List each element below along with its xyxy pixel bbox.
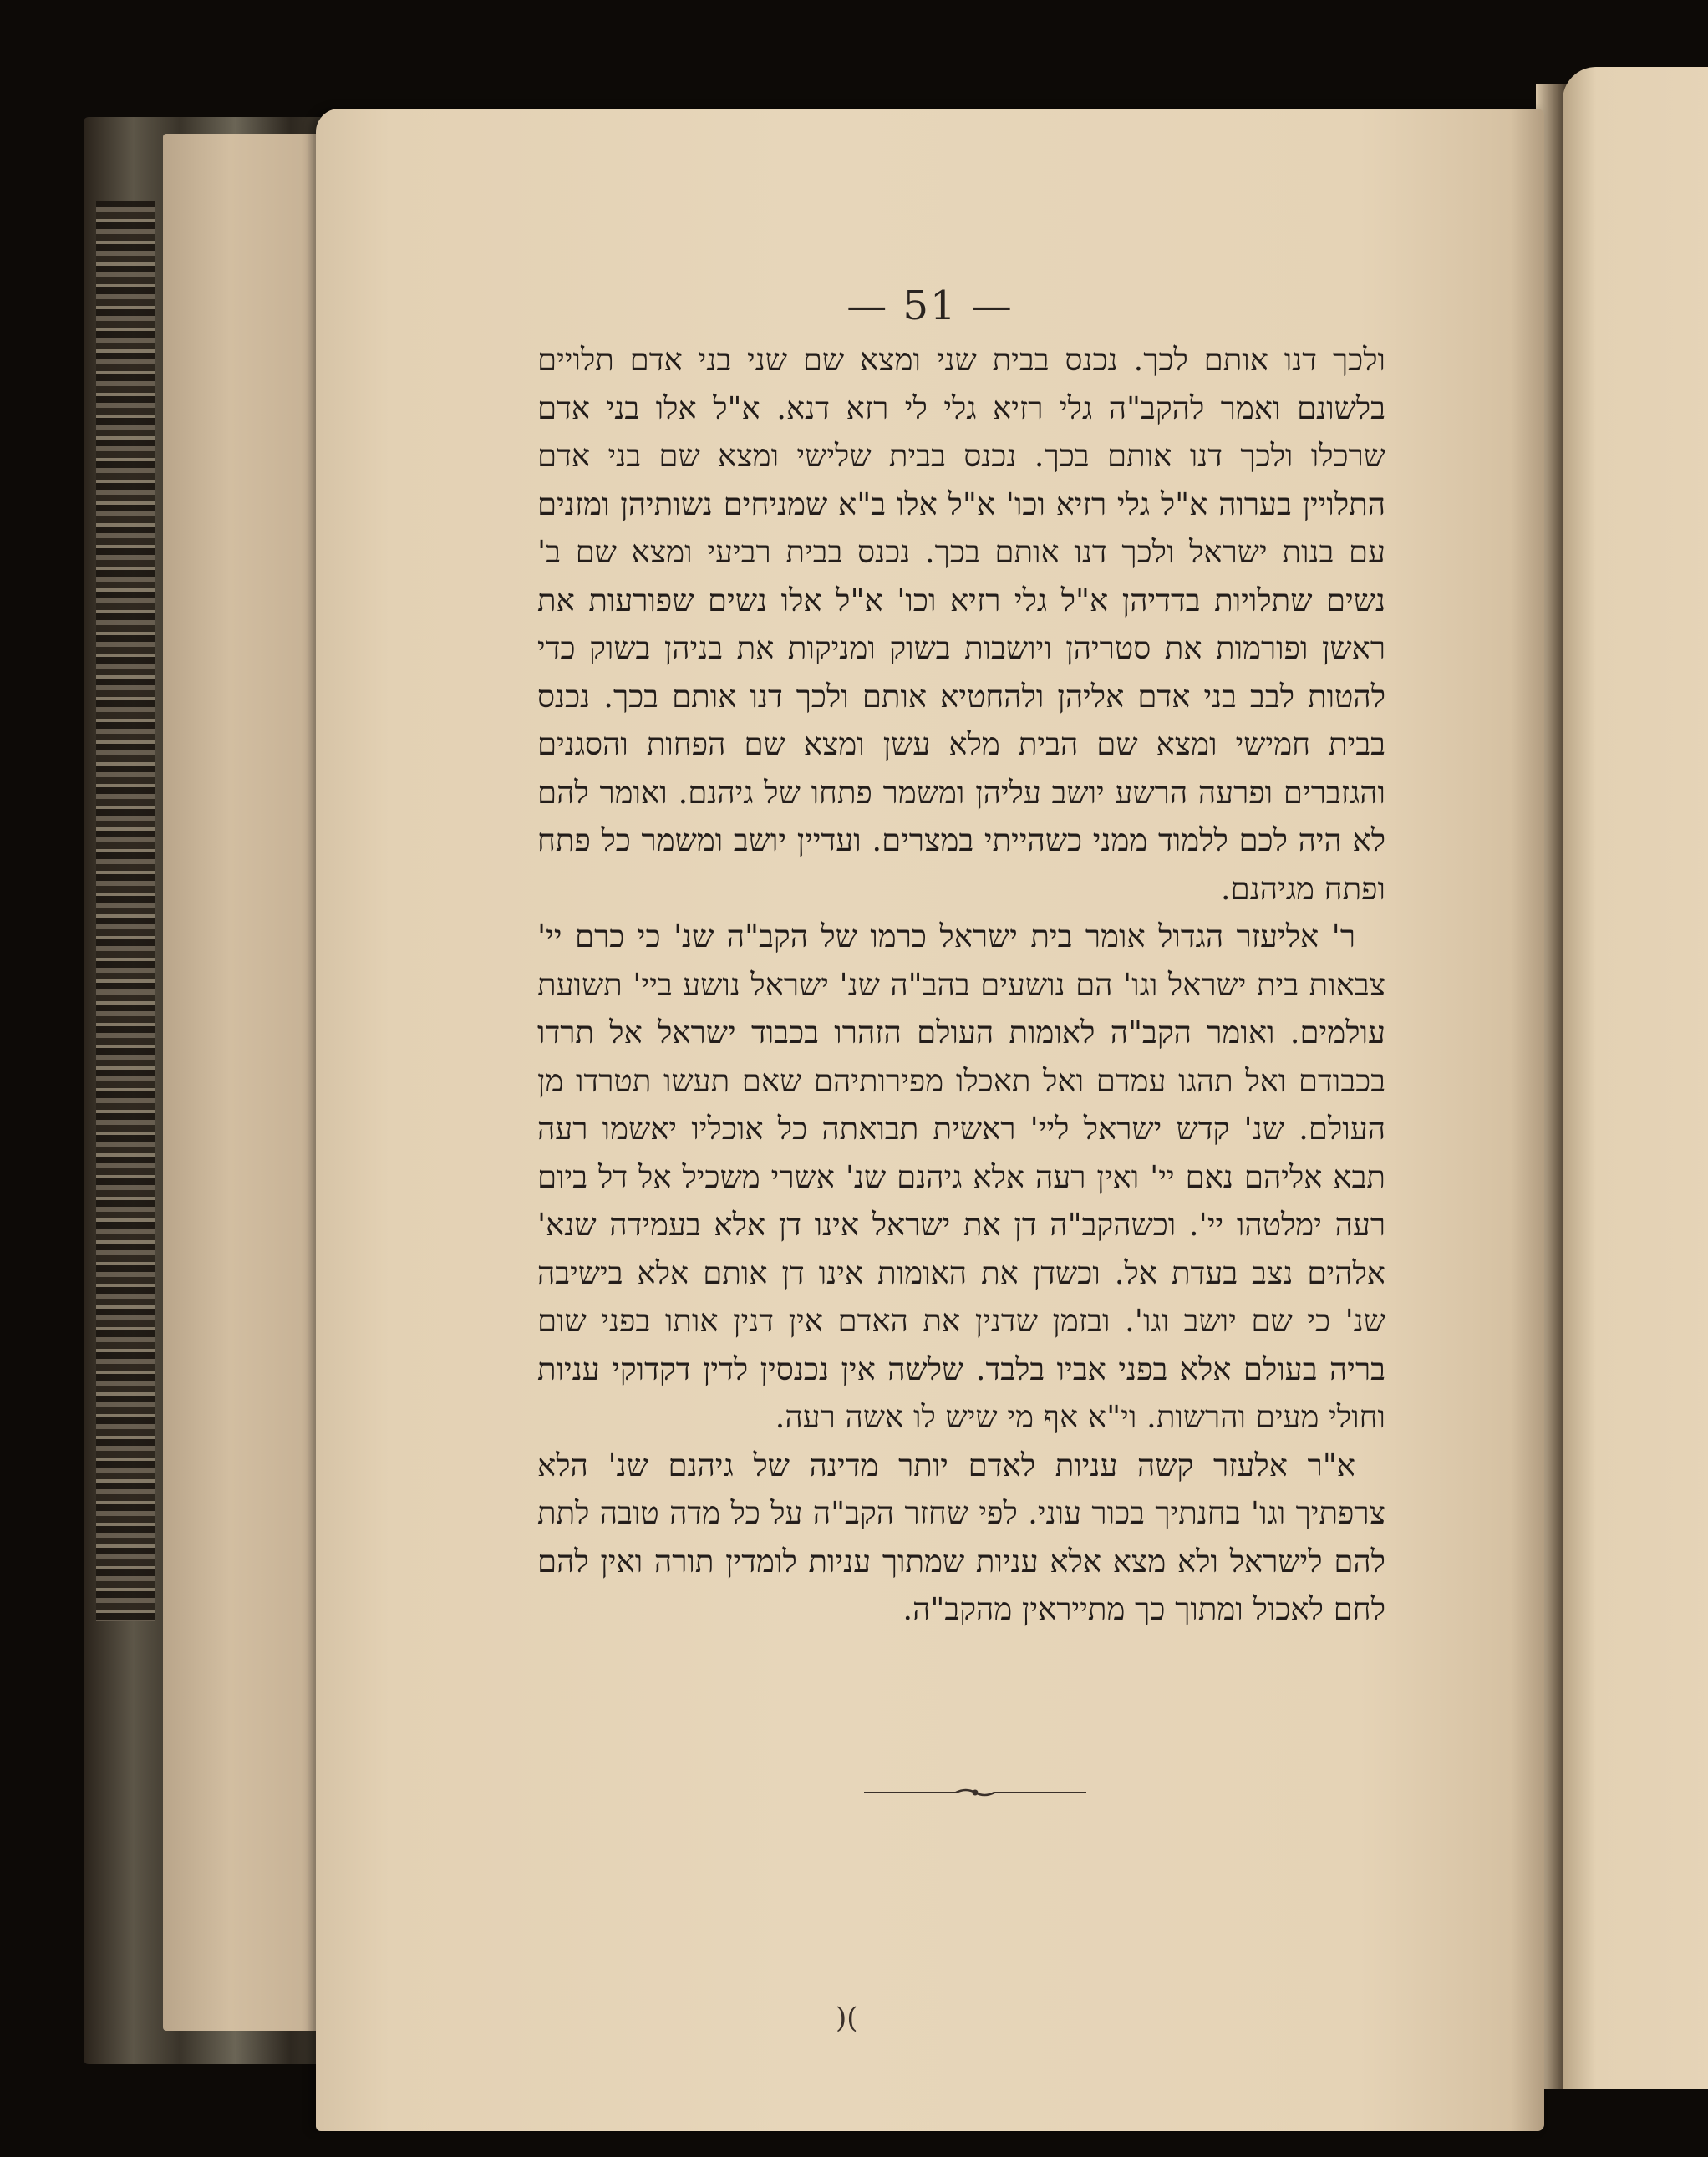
paragraph-3: א"ר אלעזר קשה עניות לאדם יותר מדינה של גיהנם שנ' הלא צרפתיך וגו' בחנתיך בכור עוני. לפי שחזר הקב"ה על כל מדה טובה לתת להם לישראל ולא מצא אלא עניות שמתוך עניות לומדין תורה ואין להם לחם לאכול ומתוך כך מתייראין מהקב"ה. — [537, 1447, 1385, 1627]
page-text-block — [537, 336, 1385, 1634]
book-page — [316, 109, 1544, 2131]
end-ornament-divider — [864, 1784, 1086, 1801]
paragraph-2: ר' אליעזר הגדול אומר בית ישראל כרמו של הקב"ה שנ' כי כרם יי' צבאות בית ישראל וגו' הם נושעים בהב"ה שנ' ישראל נושע ביי' תשועת עולמים. ואומר הקב"ה לאומות העולם הזהרו בכבוד ישראל אל תרדו בכבודם ואל תהגו עמדם ואל תאכלו מפירותיהם שאם תעשו תטרדו מן העולם. שנ' קדש ישראל ליי' ראשית תבואתה כל אוכליו יאשמו רעה תבא אליהם נאם יי' ואין רעה אלא גיהנם שנ' אשרי משכיל אל דל ביום רעה ימלטהו יי'. וכשהקב"ה דן את ישראל אינו דן אלא בעמידה שנא' אלהים נצב בעדת אל. וכשדן את האומות אינו דן אותם אלא בישיבה שנ' כי שם יושב וגו'. ובזמן שדנין את האדם אין דנין אותו בפני שום בריה בעולם אלא בפני אביו בלבד. שלשה אין נכנסין לדין דקדוקי עניות וחולי מעים והרשות. וי"א אף מי שיש לו אשה רעה. — [537, 918, 1385, 1435]
signature-mark: )( — [836, 2002, 858, 2035]
page-gutter-shade — [1511, 109, 1544, 2131]
facing-page-edge — [1563, 67, 1708, 2089]
paragraph-1: ולכך דנו אותם לכך. נכנס בבית שני ומצא שם שני בני אדם תלויים בלשונם ואמר להקב"ה גלי רזיא גלי לי רזא דנא. א"ל אלו בני אדם שרכלו ולכך דנו אותם בכך. נכנס בבית שלישי ומצא שם בני אדם התלויין בערוה א"ל גלי רזיא וכו' א"ל אלו ב"א שמניחים נשותיהן ומזנים עם בנות ישראל ולכך דנו אותם בכך. נכנס בבית רביעי ומצא שם ב' נשים שתלויות בדדיהן א"ל גלי רזיא וכו' א"ל אלו נשים שפורעות את ראשן ופורמות את סטריהן ויושבות בשוק ומניקות את בניהן בשוק כדי להטות לבב בני אדם אליהן ולהחטיא אותם ולכך דנו אותם בכך. נכנס בבית חמישי ומצא שם הבית מלא עשן ומצא שם הפחות והסגנים והגזברים ופרעה הרשע יושב עליהן ומשמר פתחו של גיהנם. ואומר להם לא היה לכם ללמוד ממני כשהייתי במצרים. ועדיין יושב ומשמר כל פתח ופתח מגיהנם. — [537, 342, 1385, 907]
page-stack-edge — [163, 134, 330, 2031]
book-spine-pattern — [96, 201, 155, 1621]
page-number: — 51 — — [846, 282, 1014, 329]
